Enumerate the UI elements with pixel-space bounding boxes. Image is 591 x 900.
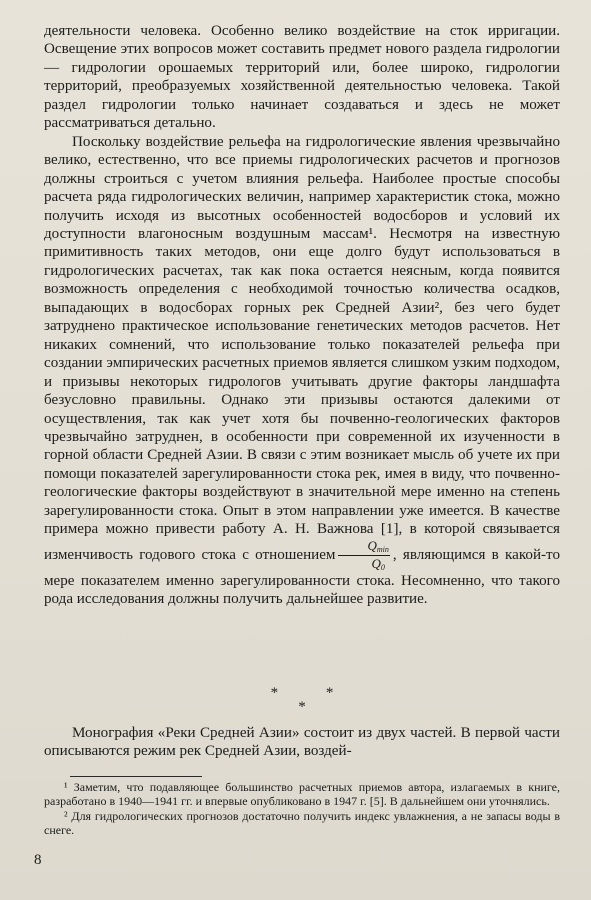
ratio-formula (338, 539, 389, 572)
section-2-paragraph: Монография «Реки Средней Азии» состоит из двух частей. В первой части описываются режим рек Средней Азии, воздей- (44, 725, 560, 760)
paragraph-2 (44, 133, 560, 609)
section-2 (44, 724, 560, 761)
ratio-numerator (338, 539, 389, 556)
footnote-rule (70, 776, 202, 777)
ratio-denominator (338, 556, 389, 572)
separator-line-1: * * (270, 685, 356, 701)
ratio-num-sub: min (376, 544, 389, 554)
paragraph-2-tail: , являющимся в какой-то мере показателем именно зарегулированности стока. Несомненно, что такого рода исследования должны получить дальнейшее развитие. (44, 546, 561, 608)
section-separator (44, 686, 560, 714)
footnote-1: ¹ Заметим, что подавляющее большинство расчетных приемов автора, излагаемых в книге, разработано в 1940—1941 гг. и впервые опубликовано в 1947 г. [5]. В дальнейшем они уточнялись. (44, 780, 560, 809)
ratio-den-symbol: Q (371, 555, 381, 571)
page-number: 8 (34, 852, 42, 868)
paragraph-1: деятельности человека. Особенно велико воздействие на сток ирригации. Освещение этих вопросов может составить предмет нового раздела гидрологии — гидрологии орошаемых территорий или, более широко, гидрологии территорий, преобразуемых хозяйственной деятельностью человека. Такой раздел гидрологии только начинает создаваться и здесь не может рассматриваться детально. (44, 23, 560, 132)
separator-line-2: * (298, 699, 306, 715)
ratio-den-sub: 0 (380, 562, 385, 572)
body-text (44, 22, 560, 609)
footnotes (44, 780, 560, 837)
text-column (44, 22, 561, 837)
footnote-2: ² Для гидрологических прогнозов достаточно получить индекс увлажнения, а не запасы воды в снеге. (44, 808, 560, 837)
paragraph-2-text: Поскольку воздействие рельефа на гидрологические явления чрезвычайно велико, естественно, что все приемы гидрологических расчетов и прогнозов должны строиться с учетом влияния рельефа. Наиболее простые способы расчета ряда гидрологических величин, например характеристик стока, можно получить исходя из высотных особенностей водосборов и условий их доступности влагоносным воздушным массам¹. Несмотря на известную примитивность таких методов, они еще долго будут использоваться в гидрологических расчетах, так как пока остается неясным, когда появится возможность определения с необходимой точностью количества осадков, выпадающих в водосборах горных рек Средней Азии², без чего будет затруднено практическое использование генетических методов расчетов. Нет никаких сомнений, что использование только показателей рельефа при создании эмпирических расчетных приемов является слишком узким подходом, и призывы некоторых гидрологов учитывать другие факторы ландшафта безусловно правильны. Однако эти призывы остаются далекими от осуществления, так как учет хотя бы почвенно-геологических факторов чрезвычайно затруднен, в особенности при современной их изученности в горной области Средней Азии. В связи с этим возникает мысль об учете их при помощи показателей зарегулированности стока рек, имея в виду, что почвенно-геологические факторы воздействуют в значительной мере именно на степень зарегулированности стока. Опыт в этом направлении уже имеется. В качестве примера можно привести работу А. Н. Важнова [1], в которой связывается изменчивость годового стока с отношением (44, 133, 560, 563)
ratio-num-symbol: Q (367, 537, 377, 553)
